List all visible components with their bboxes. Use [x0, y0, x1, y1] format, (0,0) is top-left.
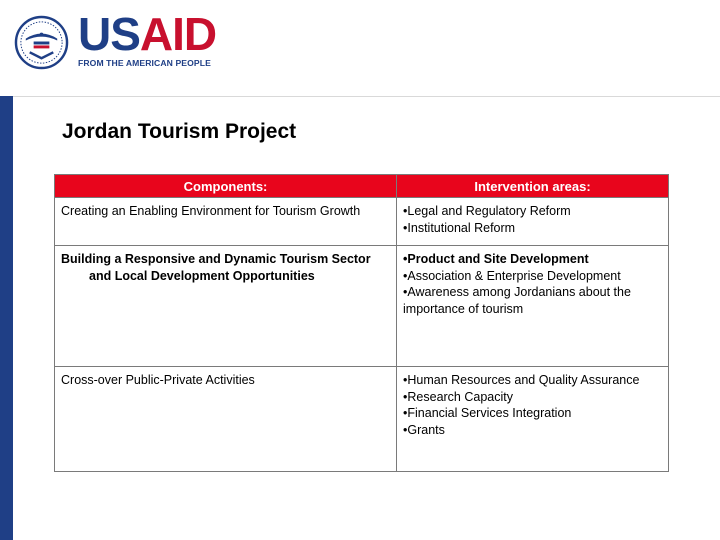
list-item: • Financial Services Integration [403, 405, 662, 422]
component-cell [55, 246, 397, 367]
table-row [55, 246, 669, 367]
component-text: Creating an Enabling Environment for Tourism Growth [61, 204, 361, 218]
usaid-tagline: FROM THE AMERICAN PEOPLE [78, 58, 211, 68]
table-row [55, 198, 669, 246]
components-table [54, 174, 669, 472]
usaid-wordmark [78, 8, 217, 60]
list-item: • Human Resources and Quality Assurance [403, 372, 662, 389]
list-item: • Legal and Regulatory Reform [403, 203, 662, 220]
areas-cell [397, 367, 669, 472]
wordmark-aid: AID [139, 8, 217, 60]
areas-cell [397, 198, 669, 246]
component-cell [55, 198, 397, 246]
usaid-seal-icon [14, 15, 69, 70]
table-row [55, 367, 669, 472]
list-item: • Research Capacity [403, 389, 662, 406]
component-text: Cross-over Public-Private Activities [61, 373, 255, 387]
component-cell [55, 367, 397, 472]
list-item: • Awareness among Jordanians about the importance of tourism [403, 284, 662, 317]
list-item: • Product and Site Development [403, 251, 662, 268]
page-title: Jordan Tourism Project [62, 120, 297, 143]
header-components: Components: [55, 175, 397, 198]
component-text: Building a Responsive and Dynamic Tourism Sector and Local Development Opportunities [61, 252, 371, 283]
header-intervention-areas: Intervention areas: [397, 175, 669, 198]
list-item: • Grants [403, 422, 662, 439]
list-item: • Institutional Reform [403, 220, 662, 237]
left-accent-bar [0, 96, 13, 540]
areas-cell [397, 246, 669, 367]
header-divider [0, 96, 720, 97]
table-header-row [55, 175, 669, 198]
usaid-logo [14, 8, 217, 71]
wordmark-us: US [78, 8, 140, 60]
list-item: • Association & Enterprise Development [403, 268, 662, 285]
